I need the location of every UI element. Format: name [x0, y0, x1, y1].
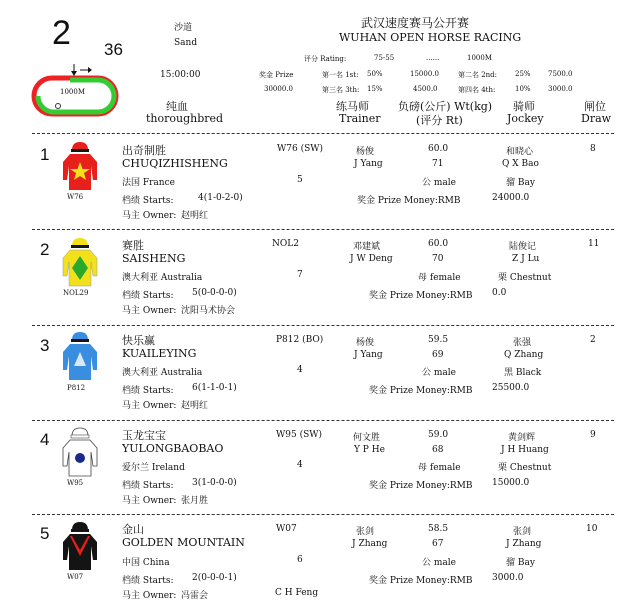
race-distance-label: 36 — [104, 40, 123, 59]
rating: 71 — [432, 159, 444, 169]
prize-money: 15000.0 — [492, 478, 530, 488]
first-label: 第一名 1st: — [322, 71, 359, 79]
horse-origin: 法国 France — [122, 178, 175, 188]
jockey-cn: 张剑 — [513, 527, 532, 537]
prize-money-label: 奖金 Prize Money:RMB — [369, 386, 473, 396]
prize-money-label: 奖金 Prize Money:RMB — [357, 196, 461, 206]
first-pct: 50% — [367, 70, 383, 78]
jockey-cn: 陆俊记 — [509, 242, 537, 252]
divider — [32, 514, 614, 515]
draw: 11 — [588, 239, 600, 249]
fourth-label: 第四名 4th: — [458, 86, 496, 94]
divider — [32, 229, 614, 230]
draw: 8 — [590, 144, 596, 154]
horse-sex: 母 female — [418, 463, 461, 473]
col-rating: (评分 Rt) — [416, 114, 463, 127]
divider — [32, 420, 614, 421]
horse-code: P812 — [67, 384, 86, 392]
jockey-cn: 和晓心 — [506, 147, 534, 157]
draw: 2 — [590, 335, 596, 345]
starts-label: 档绩 Starts: — [122, 576, 174, 586]
jockey-en: J Zhang — [506, 539, 542, 549]
jockey-silks-white-icon — [60, 426, 100, 478]
horse-name-cn: 赛胜 — [122, 239, 144, 252]
trainer-en: J W Deng — [350, 254, 393, 264]
horse-color: 栗 Chestnut — [498, 463, 552, 473]
second-pct: 25% — [515, 70, 531, 78]
trainer-en: J Zhang — [352, 539, 388, 549]
horse-number: 5 — [40, 524, 50, 543]
horse-id: P812 (BO) — [276, 335, 324, 345]
horse-name-en: CHUQIZHISHENG — [122, 157, 228, 170]
weight: 59.0 — [428, 430, 449, 440]
prize-money: 24000.0 — [492, 193, 530, 203]
race-time: 15:00:00 — [160, 70, 201, 80]
weight: 59.5 — [428, 335, 449, 345]
starts-record: 5(0-0-0-0) — [192, 288, 237, 298]
breed-en: thoroughbred — [146, 112, 224, 125]
horse-name-en: KUAILEYING — [122, 347, 197, 360]
track-type-cn: 沙道 — [174, 23, 193, 33]
track-map-label: 1000M — [60, 88, 85, 96]
horse-name-en: GOLDEN MOUNTAIN — [122, 536, 245, 549]
horse-origin: 澳大利亚 Australia — [122, 273, 203, 283]
rating: 68 — [432, 445, 444, 455]
jockey-silks-diamond-icon — [60, 236, 100, 288]
third-pct: 15% — [367, 85, 383, 93]
starts-record: 6(1-1-0-1) — [192, 383, 237, 393]
horse-code: NOL29 — [63, 289, 89, 297]
starts-record: 2(0-0-0-1) — [192, 573, 237, 583]
horse-name-cn: 玉龙宝宝 — [122, 429, 166, 442]
third-label: 第三名 3th: — [322, 86, 360, 94]
owner-name: 赵明红 — [181, 401, 209, 411]
col-draw-en: Draw — [581, 112, 612, 125]
horse-age: 7 — [297, 270, 303, 280]
horse-age: 4 — [297, 365, 303, 375]
col-jockey-cn: 骑师 — [513, 100, 535, 113]
draw: 9 — [590, 430, 596, 440]
prize-money-label: 奖金 Prize Money:RMB — [369, 576, 473, 586]
horse-age: 5 — [297, 175, 303, 185]
first-amount: 15000.0 — [410, 70, 439, 78]
horse-sex: 母 female — [418, 273, 461, 283]
horse-sex: 公 male — [422, 368, 456, 378]
rating: 67 — [432, 539, 444, 549]
owner-label: 马主 Owner: — [122, 496, 177, 506]
trainer-cn: 张剑 — [356, 527, 375, 537]
owner-label: 马主 Owner: — [122, 591, 177, 601]
prize-label: 奖金 Prize — [259, 71, 294, 79]
jockey-cn: 黄剑辉 — [508, 433, 536, 443]
weight: 60.0 — [428, 144, 449, 154]
horse-name-en: YULONGBAOBAO — [122, 442, 224, 455]
trainer-cn: 杨俊 — [356, 338, 375, 348]
horse-name-en: SAISHENG — [122, 252, 186, 265]
race-number: 2 — [52, 14, 71, 52]
horse-id: W76 (SW) — [277, 144, 324, 154]
prize-money-label: 奖金 Prize Money:RMB — [369, 291, 473, 301]
horse-id: W95 (SW) — [276, 430, 323, 440]
col-jockey-en: Jockey — [507, 112, 544, 125]
horse-origin: 爱尔兰 Ireland — [122, 463, 185, 473]
trainer-en: J Yang — [354, 350, 383, 360]
rating-value: 75-55 — [374, 54, 395, 62]
starts-record: 3(1-0-0-0) — [192, 478, 237, 488]
owner-label: 马主 Owner: — [122, 306, 177, 316]
starts-label: 档绩 Starts: — [122, 386, 174, 396]
jockey-en: Q Zhang — [504, 350, 544, 360]
horse-number: 3 — [40, 336, 50, 355]
rating-label: 评分 Rating: — [304, 55, 347, 63]
prize-total: 30000.0 — [264, 85, 293, 93]
draw: 10 — [586, 524, 598, 534]
prize-money: 0.0 — [492, 288, 507, 298]
race-title-en: WUHAN OPEN HORSE RACING — [339, 31, 522, 44]
trainer-cn: 邓建斌 — [353, 242, 381, 252]
horse-name-cn: 出奇制胜 — [122, 144, 166, 157]
horse-color: 骝 Bay — [506, 178, 535, 188]
starts-record: 4(1-0-2-0) — [198, 193, 243, 203]
owner-label: 马主 Owner: — [122, 401, 177, 411]
horse-number: 1 — [40, 145, 50, 164]
trainer-en: Y P He — [354, 445, 385, 455]
horse-number: 2 — [40, 240, 50, 259]
horse-code: W95 — [67, 479, 84, 487]
horse-color: 栗 Chestnut — [498, 273, 552, 283]
owner-name: 冯雷会 — [181, 591, 209, 601]
starts-label: 档绩 Starts: — [122, 291, 174, 301]
horse-number: 4 — [40, 430, 50, 449]
weight: 58.5 — [428, 524, 449, 534]
owner-label: 马主 Owner: — [122, 211, 177, 221]
col-draw-cn: 闸位 — [584, 100, 606, 113]
jockey-silks-black-red-icon — [60, 520, 100, 572]
col-weight-cn: 负磅(公斤) Wt(kg) — [398, 100, 493, 113]
horse-age: 4 — [297, 460, 303, 470]
second-label: 第二名 2nd: — [458, 71, 498, 79]
fourth-pct: 10% — [515, 85, 531, 93]
jockey-en: J H Huang — [501, 445, 549, 455]
fourth-amount: 3000.0 — [548, 85, 573, 93]
trainer-cn: 何文胜 — [353, 433, 381, 443]
horse-origin: 中国 China — [122, 558, 170, 568]
owner-name-en: C H Feng — [275, 588, 319, 598]
col-trainer-cn: 练马师 — [336, 100, 369, 113]
col-trainer-en: Trainer — [339, 112, 381, 125]
divider — [32, 133, 614, 134]
jockey-silks-star-icon — [60, 140, 100, 192]
trainer-cn: 杨俊 — [356, 147, 375, 157]
horse-name-cn: 金山 — [122, 523, 144, 536]
horse-color: 骝 Bay — [506, 558, 535, 568]
jockey-en: Z J Lu — [512, 254, 540, 264]
jockey-cn: 张强 — [513, 338, 532, 348]
jockey-silks-blue-icon — [60, 330, 100, 382]
track-type-en: Sand — [174, 38, 198, 48]
divider — [32, 325, 614, 326]
owner-name: 赵明红 — [181, 211, 209, 221]
jockey-en: Q X Bao — [502, 159, 539, 169]
owner-name: 沈阳马术协会 — [181, 306, 236, 316]
horse-id: NOL2 — [272, 239, 299, 249]
rating: 70 — [432, 254, 444, 264]
third-amount: 4500.0 — [413, 85, 438, 93]
second-amount: 7500.0 — [548, 70, 573, 78]
rating-dots: ...... — [426, 54, 440, 62]
horse-name-cn: 快乐赢 — [122, 334, 155, 347]
breed-cn: 纯血 — [166, 100, 188, 113]
prize-money-label: 奖金 Prize Money:RMB — [369, 481, 473, 491]
starts-label: 档绩 Starts: — [122, 481, 174, 491]
prize-money: 3000.0 — [492, 573, 524, 583]
prize-money: 25500.0 — [492, 383, 530, 393]
race-distance: 1000M — [467, 54, 492, 62]
horse-sex: 公 male — [422, 558, 456, 568]
horse-id: W07 — [276, 524, 297, 534]
rating: 69 — [432, 350, 444, 360]
trainer-en: J Yang — [354, 159, 383, 169]
horse-age: 6 — [297, 555, 303, 565]
horse-color: 黑 Black — [504, 368, 542, 378]
horse-origin: 澳大利亚 Australia — [122, 368, 203, 378]
horse-sex: 公 male — [422, 178, 456, 188]
horse-code: W07 — [67, 573, 84, 581]
starts-label: 档绩 Starts: — [122, 196, 174, 206]
horse-code: W76 — [67, 193, 84, 201]
weight: 60.0 — [428, 239, 449, 249]
owner-name: 张月胜 — [181, 496, 209, 506]
race-title-cn: 武汉速度赛马公开赛 — [361, 16, 470, 30]
